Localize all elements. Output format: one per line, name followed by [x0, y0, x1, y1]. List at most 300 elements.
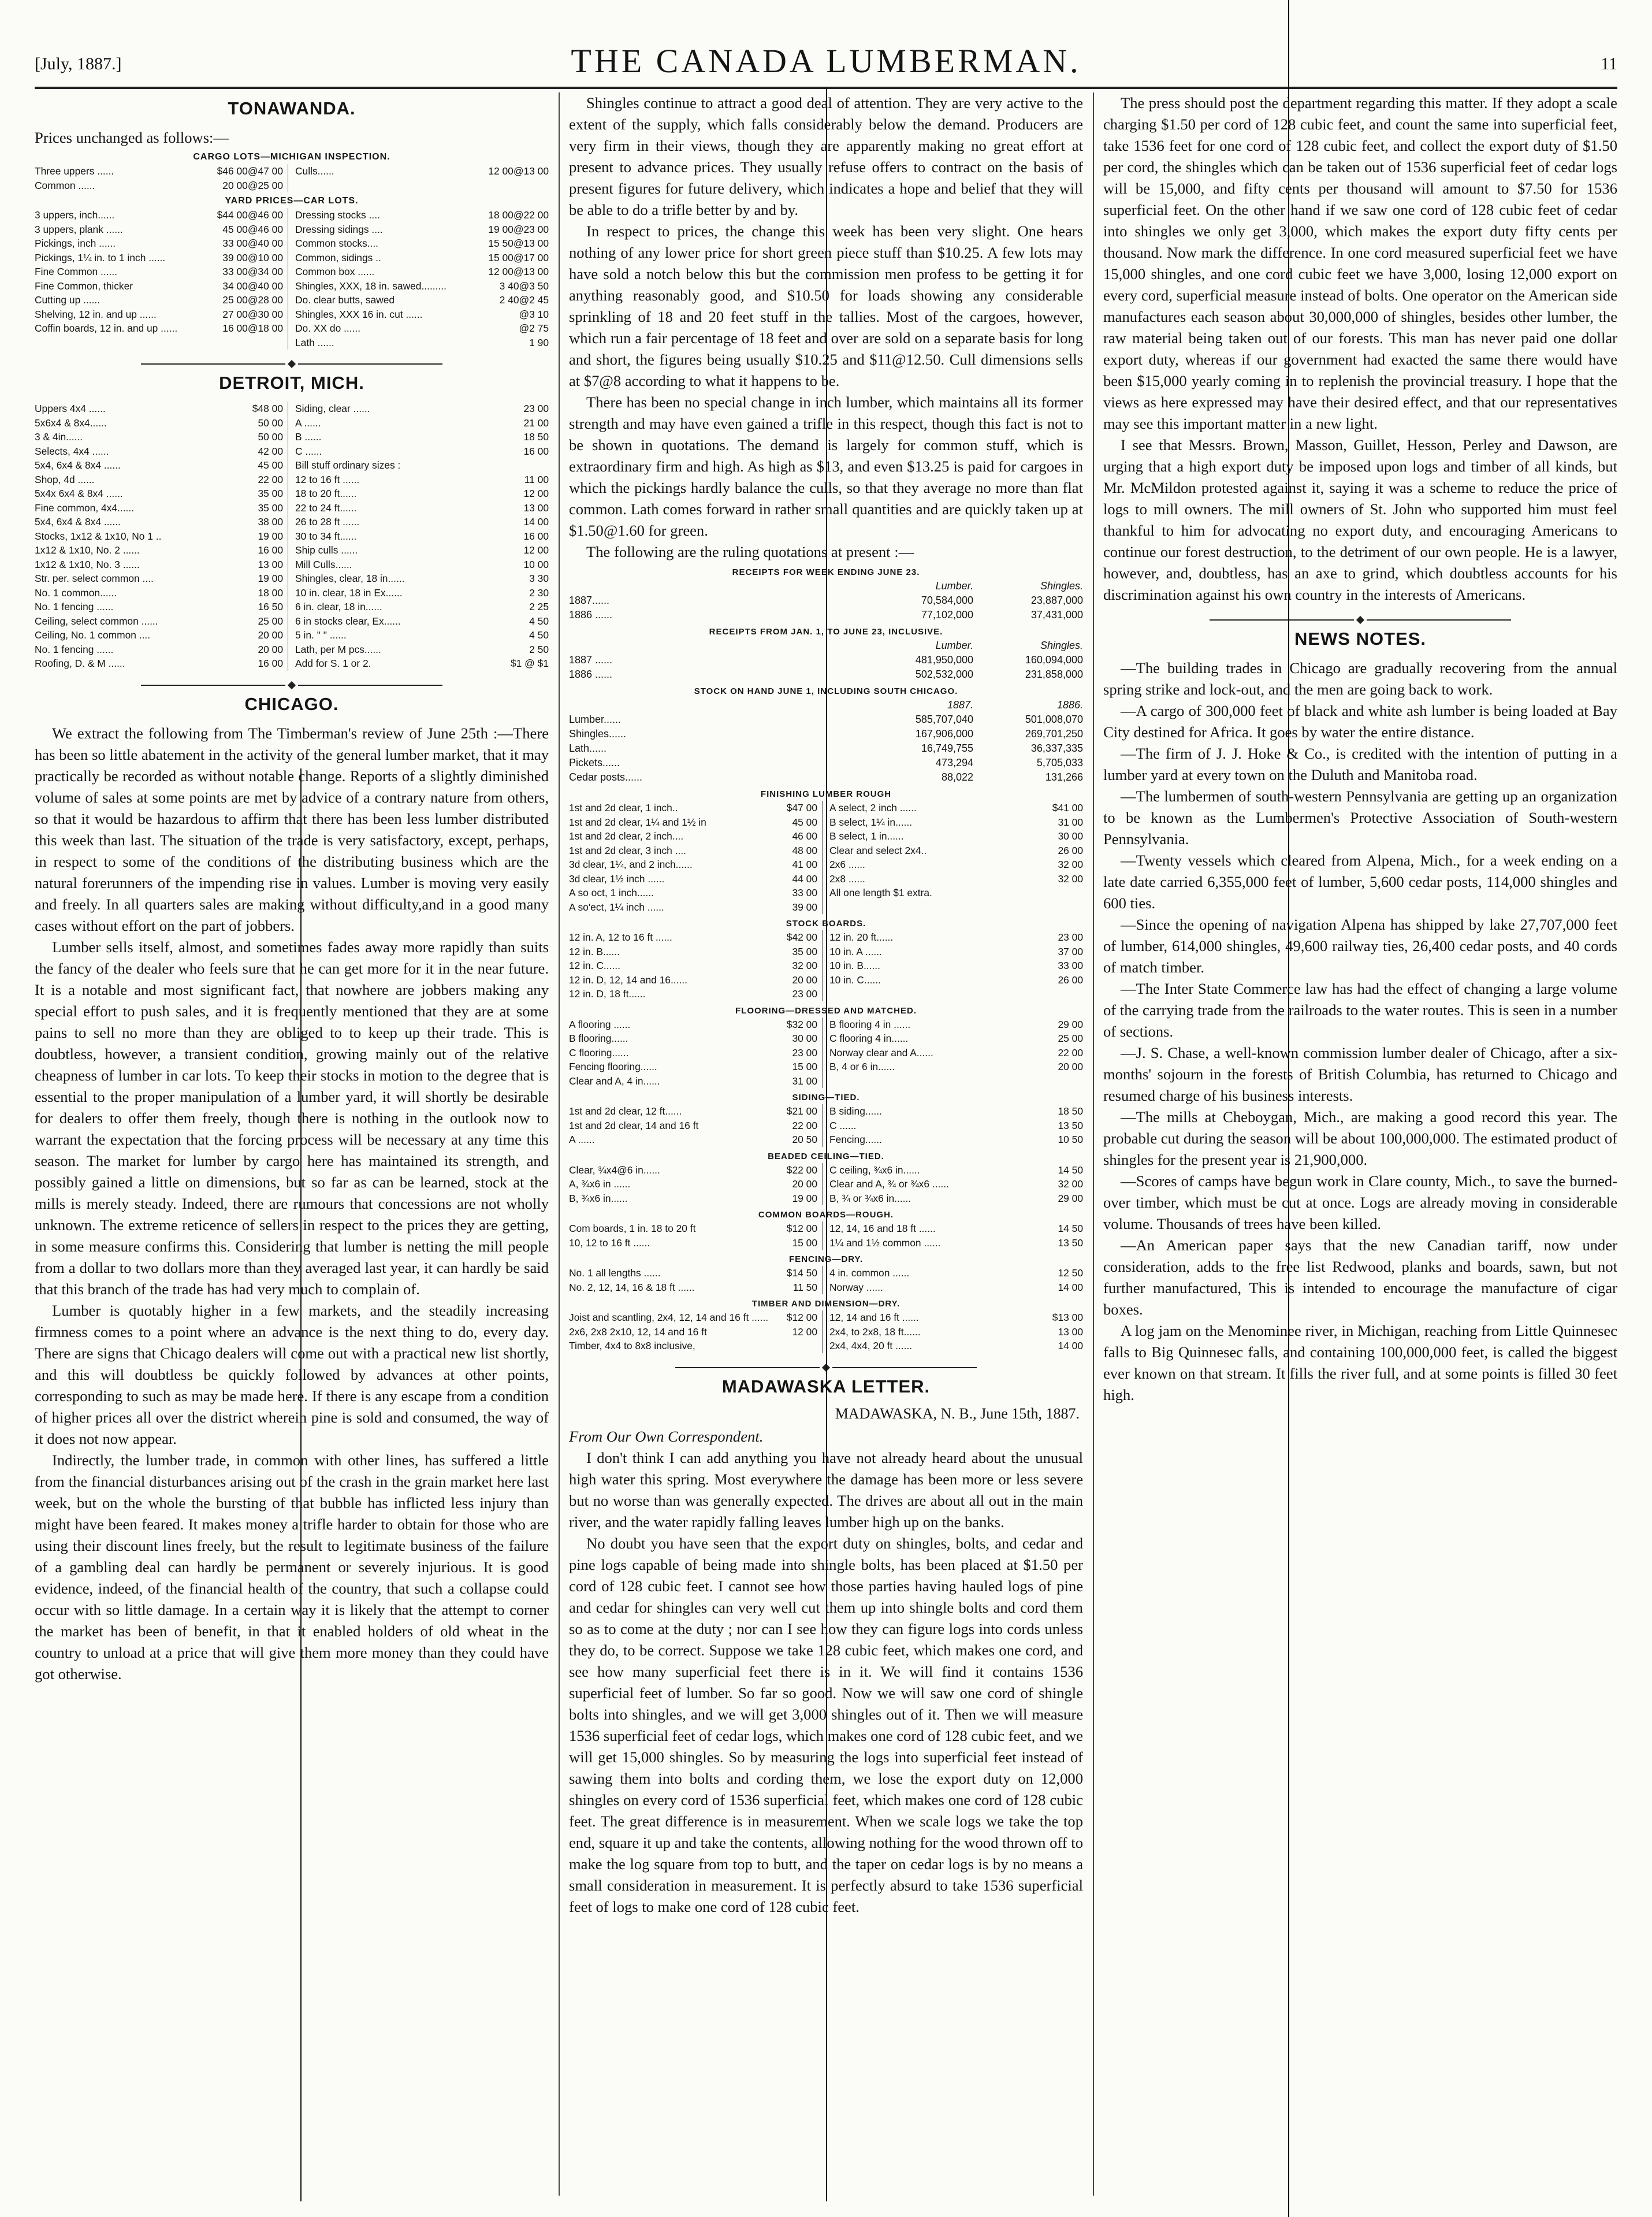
table-cell: 1887 ......: [569, 654, 613, 666]
price-row: [35, 402, 283, 416]
paper-crack: [826, 87, 827, 2201]
price-value: 2 50: [529, 643, 549, 655]
paragraph: We extract the following from The Timberman's review of June 25th :—There has been so little abatement in the activity of the general lumber market, that it may practically be recorded as without notable change. Reports of a slightly diminished volume of sales at some points are met by advice of a contrary nature from others, so that it would be hazardous to affirm that there has been less lumber distributed this week than last. The situation of the trade is very satisfactory, except, perhaps, in respect to some of the conditions of the distributing business which are the natural forerunners of the impending rise in values. Lumber is moving very easily and freely. In all quarters sales are making without difficulty,and in a good many cases without effort on the part of jobbers.: [35, 724, 549, 934]
price-row: [295, 473, 549, 487]
section-divider: [35, 682, 549, 688]
section-heading: NEWS NOTES.: [1294, 629, 1426, 649]
price-label: 12 in. 20 ft......: [829, 931, 894, 943]
price-value: 12 00: [523, 488, 549, 499]
table-subhead: TIMBER AND DIMENSION—DRY.: [751, 1299, 901, 1309]
price-row: [569, 872, 817, 886]
price-label: Ceiling, No. 1 common ....: [35, 629, 151, 641]
price-value: 23 00: [1058, 931, 1083, 943]
table-cell: 231,858,000: [1025, 669, 1083, 680]
price-label: Pickings, inch ......: [35, 237, 116, 249]
price-row: [569, 844, 817, 858]
price-row: [569, 945, 817, 959]
price-value: 15 50@13 00: [488, 237, 549, 249]
price-row: [295, 265, 549, 279]
price-value: 12 00@13 00: [488, 165, 549, 177]
price-value: @3 10: [519, 308, 549, 320]
price-value: 33 00: [1058, 960, 1083, 971]
price-value: [814, 1339, 817, 1353]
price-value: 13 50: [1058, 1236, 1083, 1249]
price-label: Shelving, 12 in. and up ......: [35, 308, 157, 320]
price-label: 5 in. " " ......: [295, 629, 347, 641]
price-row: [829, 1132, 1083, 1147]
price-value: 13 00: [258, 558, 283, 570]
column-header: Shingles.: [1040, 640, 1083, 651]
price-row: [35, 321, 283, 336]
price-label: Shingles, clear, 18 in......: [295, 573, 405, 584]
price-value: 44 00: [792, 872, 817, 885]
price-label: 1st and 2d clear, 3 inch ....: [569, 844, 687, 856]
price-table: [35, 164, 549, 192]
price-label: 1st and 2d clear, 2 inch....: [569, 830, 684, 842]
price-value: 26 00: [1058, 974, 1083, 986]
price-label: 3 & 4in......: [35, 431, 83, 443]
price-value: 2 25: [529, 601, 549, 612]
column-header: Shingles.: [1040, 580, 1083, 592]
price-row: [829, 1104, 1083, 1119]
price-value: 33 00: [792, 887, 817, 898]
price-row: [35, 208, 283, 222]
price-row: [35, 487, 283, 501]
price-row: [295, 402, 549, 416]
price-value: $12 00: [786, 1312, 817, 1323]
price-label: 12, 14, 16 and 18 ft ......: [829, 1223, 936, 1234]
price-value: 32 00: [792, 960, 817, 971]
price-label: 12, 14 and 16 ft ......: [829, 1312, 919, 1323]
price-row: [35, 251, 283, 265]
price-value: 12 00: [792, 1325, 817, 1338]
price-row: [35, 473, 283, 487]
price-label: 3 uppers, plank ......: [35, 223, 123, 235]
price-label: Stocks, 1x12 & 1x10, No 1 ..: [35, 530, 162, 542]
price-value: 16 00: [258, 658, 283, 669]
price-row: [569, 1266, 817, 1280]
column-header: [569, 698, 864, 712]
news-item: —The mills at Cheboygan, Mich., are making a good record this year. The probable cut during the season will be about 100,000,000. The estimated product of shingles for the present year is 21,900,000.: [1103, 1108, 1617, 1168]
table-cell: 1886 ......: [569, 669, 613, 680]
price-label: 6 in stocks clear, Ex......: [295, 615, 401, 627]
price-value: 20 50: [792, 1134, 817, 1145]
paragraph: Indirectly, the lumber trade, in common with other lines, has suffered a little from the financial disturbances arising out of the crash in the grain market here last week, but on the whole the bursting of that bubble has inflicted less injury than might have been feared. It makes money a trifle harder to obtain for those who are using their discount lines freely, but the result to legitimate business of the failure of a gambling deal can hardly be permanent or severely injurious. It is good evidence, indeed, of the financial health of the country, that such a collapse could occur with so little damage. In a certain way it is likely that the attempt to corner the market has been of benefit, in that it enabled holders of old wheat in the country to unload at a price that will give them more money than they could have got otherwise.: [35, 1451, 549, 1683]
price-label: Dressing sidings ....: [295, 223, 383, 235]
price-row: [829, 1060, 1083, 1074]
price-value: 10 50: [1058, 1134, 1083, 1145]
price-label: No. 1 common......: [35, 586, 117, 599]
price-label: Ceiling, select common ......: [35, 615, 158, 627]
price-value: 20 00: [258, 629, 283, 641]
price-label: 1¼ and 1½ common ......: [829, 1236, 941, 1249]
price-label: 2x4, to 2x8, 18 ft......: [829, 1325, 921, 1338]
price-row: [35, 307, 283, 322]
issue-date: [July, 1887.]: [35, 54, 122, 73]
price-value: 14 00: [1058, 1340, 1083, 1351]
price-row: [35, 164, 283, 179]
price-value: 16 00: [523, 445, 549, 457]
price-value: 19 00@23 00: [488, 223, 549, 235]
price-value: 16 00: [258, 544, 283, 556]
column-header: [569, 638, 864, 653]
price-value: @2 75: [519, 322, 549, 334]
price-label: Selects, 4x4 ......: [35, 445, 109, 457]
price-value: 22 00: [1058, 1046, 1083, 1059]
price-row: [35, 656, 283, 671]
price-label: A, ¾x6 in ......: [569, 1178, 631, 1190]
price-value: $14 50: [786, 1267, 817, 1279]
price-label: All one length $1 extra.: [829, 887, 932, 898]
price-row: [569, 1046, 817, 1060]
price-label: Fine Common ......: [35, 266, 118, 277]
page-number: 11: [1601, 54, 1617, 73]
price-value: [545, 458, 549, 473]
price-label: A flooring ......: [569, 1018, 631, 1030]
price-value: 32 00: [1058, 859, 1083, 870]
price-value: 13 50: [1058, 1119, 1083, 1131]
price-label: 5x6x4 & 8x4......: [35, 417, 107, 429]
price-row: [295, 236, 549, 251]
price-value: 30 00: [1058, 830, 1083, 842]
paragraph: No doubt you have seen that the export duty on shingles, bolts, and cedar and pine logs capable of being made into shingle bolts, has been placed at $1.50 per cord of 128 cubic feet. I cannot see how those parties having hauled logs of pine and cedar for shingles can very well cut them up into shingle bolts and cord them so as to come at the duty ; nor can I see how they can figure logs into cords unless they do, to be correct. Suppose we take 128 cubic feet, which makes one cord, and see how many superficial feet there is in it. We will find it contains 1536 superficial feet of lumber. So far so good. Now we will saw one cord of shingle bolts into shingles, and we will get 3,000 shingles out of it. Then we will measure 1536 superficial feet of cedar logs, which makes one cord of 128 cubic feet, and we will get 15,000 shingles. So by measuring the logs into superficial feet instead of sawing them into bolts and cording them, we lose the export duty on 12,000 shingles on every cord of 1536 superficial feet, which makes one cord of 128 cubic feet. The great difference is in measurement. When we scale logs we take the top end, square it up and take the contents, allowing nothing for the wood thrown off to make the log square from top to butt, and the taper on cedar logs is by no means a small consideration in measurement. It is perfectly absurd to take 1536 superficial feet of logs to make one cord of 128 cubic feet.: [569, 1534, 1083, 1915]
price-label: No. 2, 12, 14, 16 & 18 ft ......: [569, 1281, 695, 1293]
price-value: 33 00@34 00: [222, 266, 283, 277]
price-value: 30 00: [792, 1033, 817, 1044]
price-value: 14 00: [1058, 1281, 1083, 1293]
price-label: B siding......: [829, 1105, 882, 1117]
price-value: 38 00: [258, 516, 283, 528]
price-value: 16 00: [523, 530, 549, 542]
price-row: [829, 1266, 1083, 1280]
price-value: 10 00: [523, 558, 549, 570]
price-row: [295, 571, 549, 586]
paragraph: Lumber is quotably higher in a few markets, and the steadily increasing firmness comes to a point where an advance is the next thing to do, every day. There are signs that Chicago dealers will come out with a practical new list shortly, and this will doubtless be quickly followed by advances at other points, corresponding to such as may be made here. If there is any escape from a condition of higher prices all over the district wherein pine is sold and consumed, the way of it does not now appear.: [35, 1301, 549, 1447]
price-row: [35, 293, 283, 307]
price-row: [35, 571, 283, 586]
price-value: 25 00@28 00: [222, 294, 283, 306]
price-value: 1 90: [529, 336, 549, 348]
price-value: 13 00: [1058, 1325, 1083, 1338]
price-label: Common, sidings ..: [295, 251, 381, 263]
price-value: 2 40@2 45: [499, 294, 549, 306]
price-value: 11 00: [524, 473, 549, 485]
price-label: B, ¾ or ¾x6 in......: [829, 1192, 911, 1204]
price-value: 31 00: [792, 1075, 817, 1087]
table-subhead: RECEIPTS FOR WEEK ENDING JUNE 23.: [732, 567, 920, 577]
price-label: Three uppers ......: [35, 165, 114, 177]
price-value: 19 00: [792, 1192, 817, 1204]
price-label: Coffin boards, 12 in. and up ......: [35, 322, 178, 334]
table-cell: 1886 ......: [569, 609, 613, 621]
price-value: 46 00: [792, 830, 817, 842]
table-cell: 269,701,250: [1025, 728, 1083, 740]
price-label: B flooring......: [569, 1033, 628, 1044]
price-label: Com boards, 1 in. 18 to 20 ft: [569, 1223, 696, 1234]
price-value: 25 00: [1058, 1033, 1083, 1044]
price-row: [569, 973, 817, 987]
table-cell: Shingles......: [569, 728, 627, 740]
price-label: 3d clear, 1½ inch ......: [569, 872, 665, 885]
table-cell: 88,022: [941, 771, 973, 783]
price-row: [569, 1163, 817, 1178]
price-label: Common stocks....: [295, 237, 378, 249]
price-value: 20 00: [258, 643, 283, 655]
price-value: $12 00: [786, 1223, 817, 1234]
price-value: 50 00: [258, 417, 283, 429]
price-row: [829, 1119, 1083, 1133]
price-value: $48 00: [252, 403, 283, 414]
price-value: 29 00: [1058, 1192, 1083, 1204]
price-label: Shingles, XXX, 18 in. sawed.........: [295, 280, 447, 292]
paragraph: The following are the ruling quotations at present :—: [586, 543, 914, 560]
masthead-title: THE CANADA LUMBERMAN.: [571, 42, 1081, 80]
price-label: No. 1 fencing ......: [35, 601, 114, 612]
price-value: 45 00: [258, 459, 283, 471]
price-label: B select, 1¼ in......: [829, 816, 913, 828]
price-row: [829, 973, 1083, 987]
paragraph: I don't think I can add anything you have not already heard about the unusual high water this spring. Most everywhere the damage has been more or less severe but no worse than was generally expected. The drives are about all out in the main river, and the water rapidly falling leaves lumber high up on the banks.: [569, 1449, 1083, 1531]
table-cell: 23,887,000: [1030, 595, 1083, 606]
price-row: [295, 430, 549, 444]
table-cell: 501,008,070: [1025, 714, 1083, 725]
price-value: 37 00: [1058, 945, 1083, 957]
price-row: [35, 543, 283, 558]
price-label: C ceiling, ¾x6 in......: [829, 1164, 920, 1176]
price-label: Do. clear butts, sawed: [295, 294, 395, 306]
price-label: B ......: [295, 431, 322, 443]
detroit-section: [35, 373, 549, 671]
price-label: 10 in. clear, 18 in Ex......: [295, 586, 403, 599]
price-value: $44 00@46 00: [217, 209, 283, 221]
price-label: 10 in. A ......: [829, 945, 882, 957]
table-cell: Lath......: [569, 742, 607, 754]
price-row: [295, 543, 549, 558]
table-subhead: STOCK ON HAND JUNE 1, INCLUDING SOUTH CHICAGO.: [694, 686, 958, 696]
price-label: 12 in. A, 12 to 16 ft ......: [569, 931, 672, 943]
price-row: [569, 900, 817, 915]
price-value: $46 00@47 00: [217, 165, 283, 177]
price-row: [829, 1177, 1083, 1191]
section-heading: TONAWANDA.: [228, 98, 356, 118]
price-label: 10 in. C......: [829, 974, 881, 986]
paragraph: The press should post the department regarding this matter. If they adopt a scale charging $1.50 per cord of 128 cubic feet, and count the same into superficial feet, take 1536 feet for one cord of 128 cubic feet, and collect the export duty of $1.50 per cord, the shingles which can be taken out of 1536 superficial feet of cedar logs will be 15,000, and fifty cents per thousand will amount to $7.50 for 1536 superficial feet. On the other hand if we saw one cord of 128 cubic feet of cedar into shingles we only get 3,000, which makes the export duty fifty cents per thousand. Now mark the difference. In one cord measured superficial feet we have 15,000 shingles, and one cord cubic feet we have 3,000, losing 12,000 export on every cord, superficial measure instead of bolts. One operator on the American side manufactures each season about 30,000,000 of shingles, besides other lumber, the raw material being taken out of our forests. This man has never paid one dollar export duty, whereas if our government had exacted the same there would have been $15,000 yearly coming in to replenish the provincial treasury. I hope that the views as here expressed may have their desired effect, and that our representatives may see this important matter in a new light.: [1103, 94, 1617, 432]
price-label: Norway clear and A......: [829, 1046, 933, 1059]
price-value: 35 00: [258, 502, 283, 514]
price-value: 18 50: [523, 431, 549, 443]
table-cell: Cedar posts......: [569, 771, 643, 783]
price-label: Clear and A, ¾ or ¾x6 ......: [829, 1178, 949, 1190]
table-subhead: BEADED CEILING—TIED.: [768, 1151, 884, 1161]
price-intro: Prices unchanged as follows:—: [35, 129, 229, 146]
price-value: $42 00: [786, 931, 817, 943]
price-label: No. 1 all lengths ......: [569, 1267, 661, 1279]
price-label: Lath ......: [295, 336, 334, 348]
price-value: 48 00: [792, 844, 817, 856]
price-row: [829, 1236, 1083, 1250]
price-value: $1 @ $1: [510, 658, 549, 669]
price-row: [829, 872, 1083, 886]
price-label: 30 to 34 ft......: [295, 530, 357, 542]
column-header: Lumber.: [935, 580, 973, 592]
price-label: Fencing flooring......: [569, 1061, 657, 1072]
section-heading: MADAWASKA LETTER.: [721, 1376, 931, 1397]
price-row: [569, 857, 817, 872]
price-row: [295, 656, 549, 671]
news-item: —The building trades in Chicago are gradually recovering from the annual spring strike and lock-out, and the men are going back to work.: [1103, 659, 1617, 698]
table-subhead: COMMON BOARDS—ROUGH.: [758, 1210, 894, 1220]
price-label: Culls......: [295, 165, 334, 177]
price-value: 34 00@40 00: [222, 280, 283, 292]
price-value: 12 50: [1058, 1267, 1083, 1279]
price-row: [35, 265, 283, 279]
price-label: 3 uppers, inch......: [35, 209, 115, 221]
table-cell: 37,431,000: [1030, 609, 1083, 621]
price-label: 1st and 2d clear, 14 and 16 ft: [569, 1119, 699, 1131]
table-cell: 16,749,755: [921, 742, 973, 754]
price-label: 6 in. clear, 18 in......: [295, 601, 382, 612]
price-row: [829, 886, 1083, 900]
price-label: Shingles, XXX 16 in. cut ......: [295, 308, 423, 320]
price-row: [295, 416, 549, 430]
table-cell: Lumber......: [569, 714, 622, 725]
price-label: Clear and A, 4 in......: [569, 1075, 660, 1087]
price-label: 3d clear, 1¼, and 2 inch......: [569, 859, 693, 870]
price-row: [295, 251, 549, 265]
price-table: [35, 208, 549, 350]
price-row: [35, 614, 283, 629]
price-row: [295, 628, 549, 643]
price-row: [829, 1221, 1083, 1236]
price-row: [35, 236, 283, 251]
price-row: [829, 1280, 1083, 1295]
table-subhead: SIDING—TIED.: [792, 1093, 860, 1102]
price-row: [35, 222, 283, 237]
price-label: Fine Common, thicker: [35, 280, 133, 292]
price-label: 12 to 16 ft ......: [295, 473, 360, 485]
price-label: Common ......: [35, 179, 95, 191]
price-row: [35, 179, 283, 193]
price-label: 18 to 20 ft......: [295, 488, 357, 499]
table-cell: 77,102,000: [921, 609, 973, 621]
price-label: 5x4x 6x4 & 8x4 ......: [35, 488, 123, 499]
price-value: $41 00: [1052, 802, 1083, 814]
price-row: [569, 1119, 817, 1133]
price-label: 2x8 ......: [829, 872, 865, 885]
price-value: $47 00: [786, 802, 817, 814]
price-value: 32 00: [1058, 872, 1083, 885]
table-subhead: CARGO LOTS—MICHIGAN INSPECTION.: [193, 152, 390, 162]
table-cell: 5,705,033: [1036, 757, 1083, 768]
price-value: 45 00@46 00: [222, 223, 283, 235]
table-cell: 481,950,000: [915, 654, 973, 666]
price-row: [829, 1017, 1083, 1032]
table-cell: 585,707,040: [915, 714, 973, 725]
price-label: Norway ......: [829, 1281, 883, 1293]
price-label: Pickings, 1¼ in. to 1 inch ......: [35, 251, 166, 263]
price-row: [295, 222, 549, 237]
news-item: —J. S. Chase, a well-known commission lumber dealer of Chicago, after a six-months' sojourn in the forests of British Columbia, has returned to Chicago and resumed charge of his business interests.: [1103, 1044, 1617, 1104]
price-label: 12 in. D, 12, 14 and 16......: [569, 974, 687, 986]
price-value: $13 00: [1052, 1312, 1083, 1323]
price-value: 15 00: [792, 1236, 817, 1249]
price-row: [569, 1031, 817, 1046]
price-label: B flooring 4 in ......: [829, 1018, 911, 1030]
price-label: Do. XX do ......: [295, 322, 361, 334]
price-label: Fine common, 4x4......: [35, 502, 135, 514]
price-label: Ship culls ......: [295, 544, 358, 556]
price-row: [569, 1236, 817, 1250]
price-row: [829, 1031, 1083, 1046]
price-row: [569, 987, 817, 1001]
paragraph: Shingles continue to attract a good deal of attention. They are very active to the extent of the supply, which falls considerably below the demand. Producers are very firm in their views, though they are apparently making no great effort at present to advance prices. They usually refuse offers to contract on the basis of present figures for future delivery, which indicates a hope and belief that they will be able to do a trifle better by and by.: [569, 94, 1083, 218]
price-label: Roofing, D. & M ......: [35, 658, 125, 669]
price-row: [295, 515, 549, 529]
price-row: [829, 930, 1083, 945]
price-label: 1st and 2d clear, 1 inch..: [569, 802, 678, 814]
price-row: [295, 307, 549, 322]
price-row: [829, 815, 1083, 830]
price-row: [295, 586, 549, 600]
price-label: A select, 2 inch ......: [829, 802, 917, 814]
price-value: 15 00: [792, 1061, 817, 1072]
news-item: A log jam on the Menominee river, in Michigan, reaching from Little Quinnesec falls to Big Quinnesec falls, and containing 100,000,000 feet, is called the biggest ever known on that stream. It fills the river full, and at some points is filled 30 feet high.: [1103, 1322, 1617, 1403]
price-label: Clear and select 2x4..: [829, 844, 927, 856]
price-value: $21 00: [786, 1105, 817, 1117]
section-heading: DETROIT, MICH.: [219, 373, 364, 393]
price-row: [35, 586, 283, 600]
price-row: [35, 515, 283, 529]
price-label: A so oct, 1 inch......: [569, 887, 654, 898]
price-row: [569, 1074, 817, 1089]
price-value: 41 00: [792, 859, 817, 870]
price-label: Joist and scantling, 2x4, 12, 14 and 16 ft ......: [569, 1312, 769, 1323]
price-value: 29 00: [1058, 1018, 1083, 1030]
price-value: 39 00: [792, 901, 817, 913]
price-row: [295, 558, 549, 572]
paragraph: I see that Messrs. Brown, Masson, Guillet, Hesson, Perley and Dawson, are urging that a high export duty be imposed upon logs and timber of all kinds, but Mr. McMildon protested against it, saying it was a scheme to reduce the price of logs to mill owners. The mill owners of St. John who supported him must feel thankful to him for advocating no export duty, and encouraging Americans to continue our forest destruction, to the detriment of our own people. He is a lawyer, however, and, doubtless, has an axe to grind, which doubtless accounts for his discrimination against his own country in the interests of Americans.: [1103, 436, 1617, 603]
price-label: Timber, 4x4 to 8x8 inclusive,: [569, 1340, 695, 1351]
price-value: 20 00: [792, 974, 817, 986]
price-label: No. 1 fencing ......: [35, 643, 114, 655]
table-cell: Pickets......: [569, 757, 620, 768]
news-item: —The firm of J. J. Hoke & Co., is credited with the intention of putting in a lumber yard at every town on the Duluth and Manitoba road.: [1103, 745, 1617, 783]
price-row: [35, 529, 283, 544]
price-label: 5x4, 6x4 & 8x4 ......: [35, 459, 121, 471]
price-label: A ......: [295, 417, 321, 429]
column-header: 1887.: [947, 699, 973, 711]
price-value: 14 50: [1058, 1164, 1083, 1176]
price-value: [1080, 886, 1083, 900]
price-label: Dressing stocks ....: [295, 209, 380, 221]
price-row: [829, 1325, 1083, 1339]
price-label: A ......: [569, 1134, 595, 1145]
price-value: $22 00: [786, 1164, 817, 1176]
price-row: [295, 336, 549, 350]
price-row: [569, 959, 817, 973]
price-row: [829, 1339, 1083, 1353]
page-header: [35, 42, 1617, 86]
price-label: C flooring......: [569, 1046, 629, 1059]
column-rule: [559, 92, 560, 2196]
price-row: [569, 1191, 817, 1206]
price-row: [569, 1060, 817, 1074]
news-notes-section: [1103, 629, 1617, 1406]
price-row: [569, 1221, 817, 1236]
column-rule: [1093, 92, 1094, 2196]
table-cell: 160,094,000: [1025, 654, 1083, 666]
price-row: [569, 1017, 817, 1032]
